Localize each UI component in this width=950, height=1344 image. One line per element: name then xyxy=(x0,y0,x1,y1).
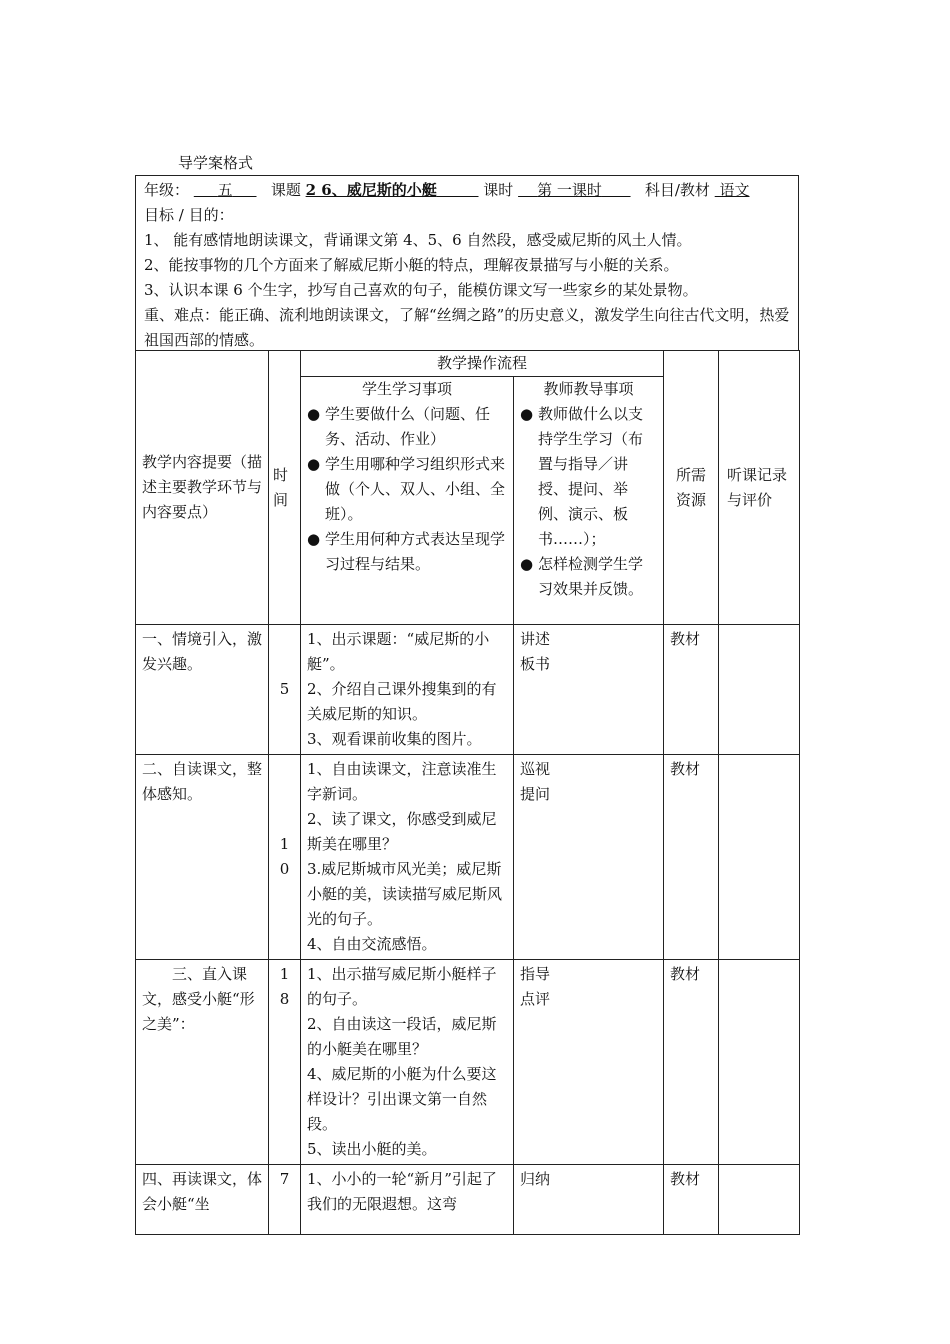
table-row xyxy=(136,960,800,1165)
goal-1: 1、 能有感情地朗读课文，背诵课文第 4、5、6 自然段，感受威尼斯的风土人情。 xyxy=(144,231,692,249)
student-header: 学生学习事项 xyxy=(361,380,452,398)
header-line-1 xyxy=(144,178,790,203)
goals-label: 目标 / 目的： xyxy=(144,206,234,224)
lesson-header xyxy=(135,175,799,351)
key-points: 重、难点：能正确、流利地朗读课文，了解“丝绸之路”的历史意义，激发学生向往古代文明，热爱祖国西部的情感。 xyxy=(144,306,790,349)
row-notes xyxy=(719,755,800,960)
row-student: 1、小小的一轮“新月”引起了我们的无限遐想。这弯 xyxy=(301,1165,514,1235)
list-item: ● 学生要做什么（问题、任务、活动、作业） xyxy=(307,405,491,448)
grade-label: 年级： xyxy=(144,181,190,199)
row-time: 1 0 xyxy=(269,755,301,960)
row-content: 二、自读课文，整体感知。 xyxy=(136,755,269,960)
row-resource: 教材 xyxy=(664,755,719,960)
period-label: 课时 xyxy=(483,181,514,199)
subject-label: 科目/教材 xyxy=(644,181,710,199)
list-item: ● 学生用何种方式表达呈现学习过程与结果。 xyxy=(307,530,506,573)
flow-header: 教学操作流程 xyxy=(301,351,664,377)
goal-3: 3、认识本课 6 个生字，抄写自己喜欢的句子，能模仿课文写一些家乡的某处景物。 xyxy=(144,281,698,299)
row-teacher: 指导 点评 xyxy=(514,960,664,1165)
notes-header: 听课记录与评价 xyxy=(719,351,800,625)
student-header-cell xyxy=(301,377,514,625)
topic-value: 2 6、威尼斯的小艇 xyxy=(305,181,437,199)
student-items xyxy=(307,402,507,577)
teacher-items xyxy=(520,402,657,602)
row-resource: 教材 xyxy=(664,625,719,755)
row-resource: 教材 xyxy=(664,960,719,1165)
row-notes xyxy=(719,960,800,1165)
subject-value: 语文 xyxy=(719,181,750,199)
row-resource: 教材 xyxy=(664,1165,719,1235)
row-content: 一、情境引入，激发兴趣。 xyxy=(136,625,269,755)
row-notes xyxy=(719,1165,800,1235)
table-header-row xyxy=(136,351,800,377)
table-row xyxy=(136,625,800,755)
row-teacher: 讲述 板书 xyxy=(514,625,664,755)
table-row xyxy=(136,1165,800,1235)
row-teacher: 归纳 xyxy=(514,1165,664,1235)
document-title: 导学案格式 xyxy=(178,154,254,172)
teacher-header: 教师教导事项 xyxy=(543,380,634,398)
time-header: 时间 xyxy=(269,351,301,625)
list-item: ● 学生用哪种学习组织形式来做（个人、双人、小组、全班）。 xyxy=(307,455,506,523)
row-time: 5 xyxy=(269,625,301,755)
grade-value: 五 xyxy=(217,181,233,199)
period-value: 第 一课时 xyxy=(537,181,602,199)
lesson-table xyxy=(135,350,800,1235)
row-teacher: 巡视 提问 xyxy=(514,755,664,960)
list-item: ● 怎样检测学生学习效果并反馈。 xyxy=(520,555,644,598)
content-header: 教学内容提要（描述主要教学环节与内容要点） xyxy=(136,351,269,625)
row-time: 7 xyxy=(269,1165,301,1235)
teacher-header-cell xyxy=(514,377,664,625)
resource-header: 所需资源 xyxy=(664,351,719,625)
row-student: 1、自由读课文，注意读准生字新词。 2、读了课文，你感受到威尼斯美在哪里？ 3.威尼斯城市风光美；威尼斯小艇的美，读读描写威尼斯风光的句子。 4、自由交流感悟。 xyxy=(301,755,514,960)
row-content: 三、直入课文，感受小艇“形之美”： xyxy=(136,960,269,1165)
table-row xyxy=(136,755,800,960)
topic-label: 课题 xyxy=(270,181,301,199)
row-student: 1、出示描写威尼斯小艇样子的句子。 2、自由读这一段话，威尼斯的小艇美在哪里？ 4、威尼斯的小艇为什么要这样设计？引出课文第一自然段。 5、读出小艇的美。 xyxy=(301,960,514,1165)
goal-2: 2、能按事物的几个方面来了解威尼斯小艇的特点，理解夜景描写与小艇的关系。 xyxy=(144,256,679,274)
list-item: ● 教师做什么以支持学生学习（布置与指导／讲授、提问、举例、演示、板书……）； xyxy=(520,405,644,548)
row-content: 四、再读课文，体会小艇“坐 xyxy=(136,1165,269,1235)
row-notes xyxy=(719,625,800,755)
row-time: 1 8 xyxy=(269,960,301,1165)
row-student: 1、出示课题：“威尼斯的小艇”。 2、介绍自己课外搜集到的有关威尼斯的知识。 3、观看课前收集的图片。 xyxy=(301,625,514,755)
